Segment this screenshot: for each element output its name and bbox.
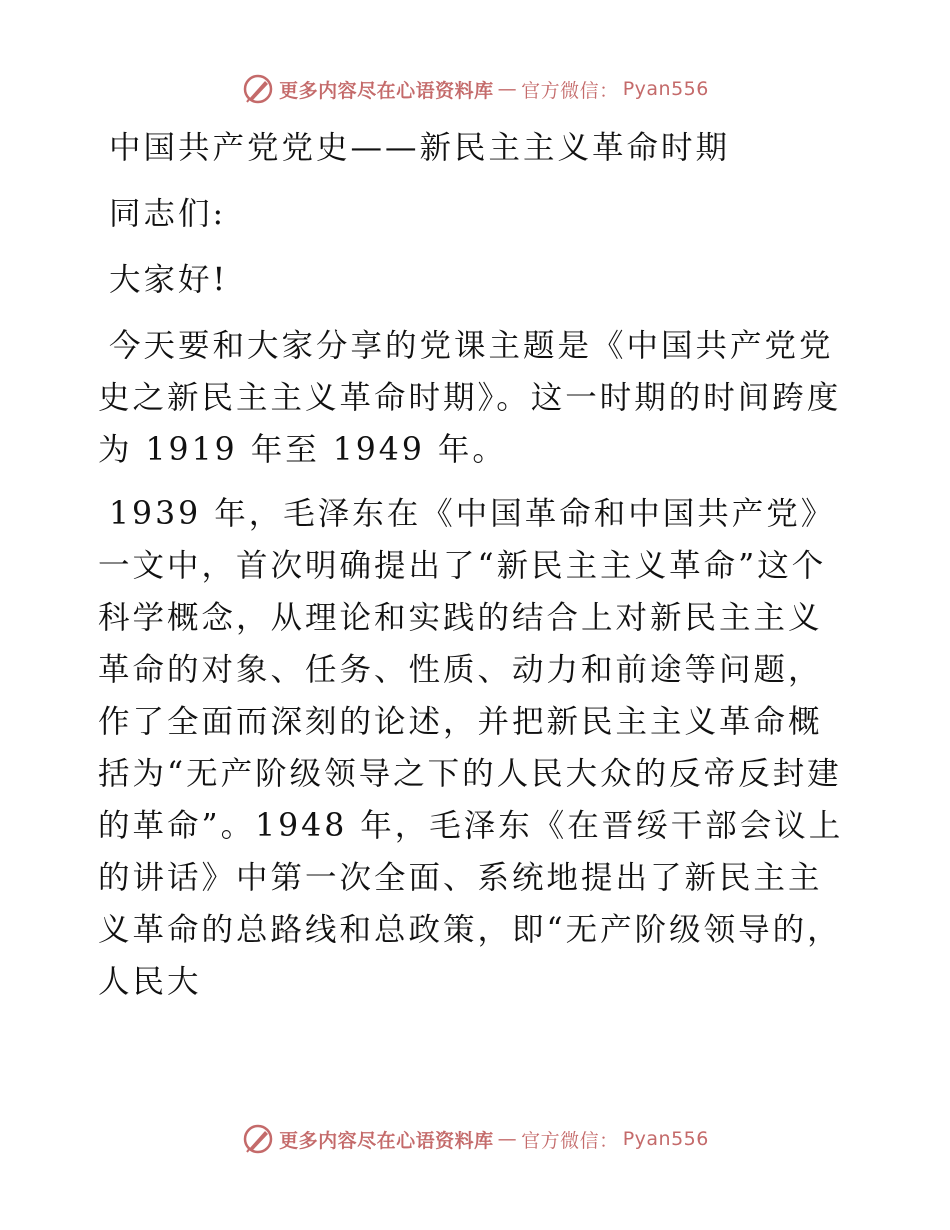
salutation: 同志们: [109,196,227,232]
banner-separator: — [497,1128,518,1150]
banner-wechat-id: Pyan556 [622,78,709,100]
paragraph-history: 1939 年，毛泽东在《中国革命和中国共产党》一文中，首次明确提出了“新民主主义革命”这个科学概念，从理论和实践的结合上对新民主主义革命的对象、任务、性质、动力和前途等问题，作了全面而深刻的论述，并把新民主主义革命概括为“无产阶级领导之下的人民大众的反帝反封建的革命”。1948 年，毛泽东《在晋绥干部会议上的讲话》中第一次全面、系统地提出了新民主主义革命的总路线和总政策，即“无产阶级领导的，人民大 [98,496,844,1000]
footer-watermark-banner [0,1122,950,1156]
banner-wechat-id: Pyan556 [622,1128,709,1150]
banner-wechat-label: 官方微信： [521,79,619,102]
banner-main-text: 更多内容尽在心语资料库 [279,79,494,102]
document-title: 中国共产党党史——新民主主义革命时期 [109,130,731,166]
quill-pen-icon [241,1122,275,1156]
banner-separator: — [497,78,518,100]
paragraph-intro: 今天要和大家分享的党课主题是《中国共产党党史之新民主主义革命时期》。这一时期的时间跨度为 1919 年至 1949 年。 [98,328,842,468]
banner-main-text: 更多内容尽在心语资料库 [279,1129,494,1152]
greeting: 大家好! [109,262,229,298]
document-body [98,122,850,1020]
banner-wechat-label: 官方微信： [521,1129,619,1152]
quill-pen-icon [241,72,275,106]
header-watermark-banner [0,72,950,106]
